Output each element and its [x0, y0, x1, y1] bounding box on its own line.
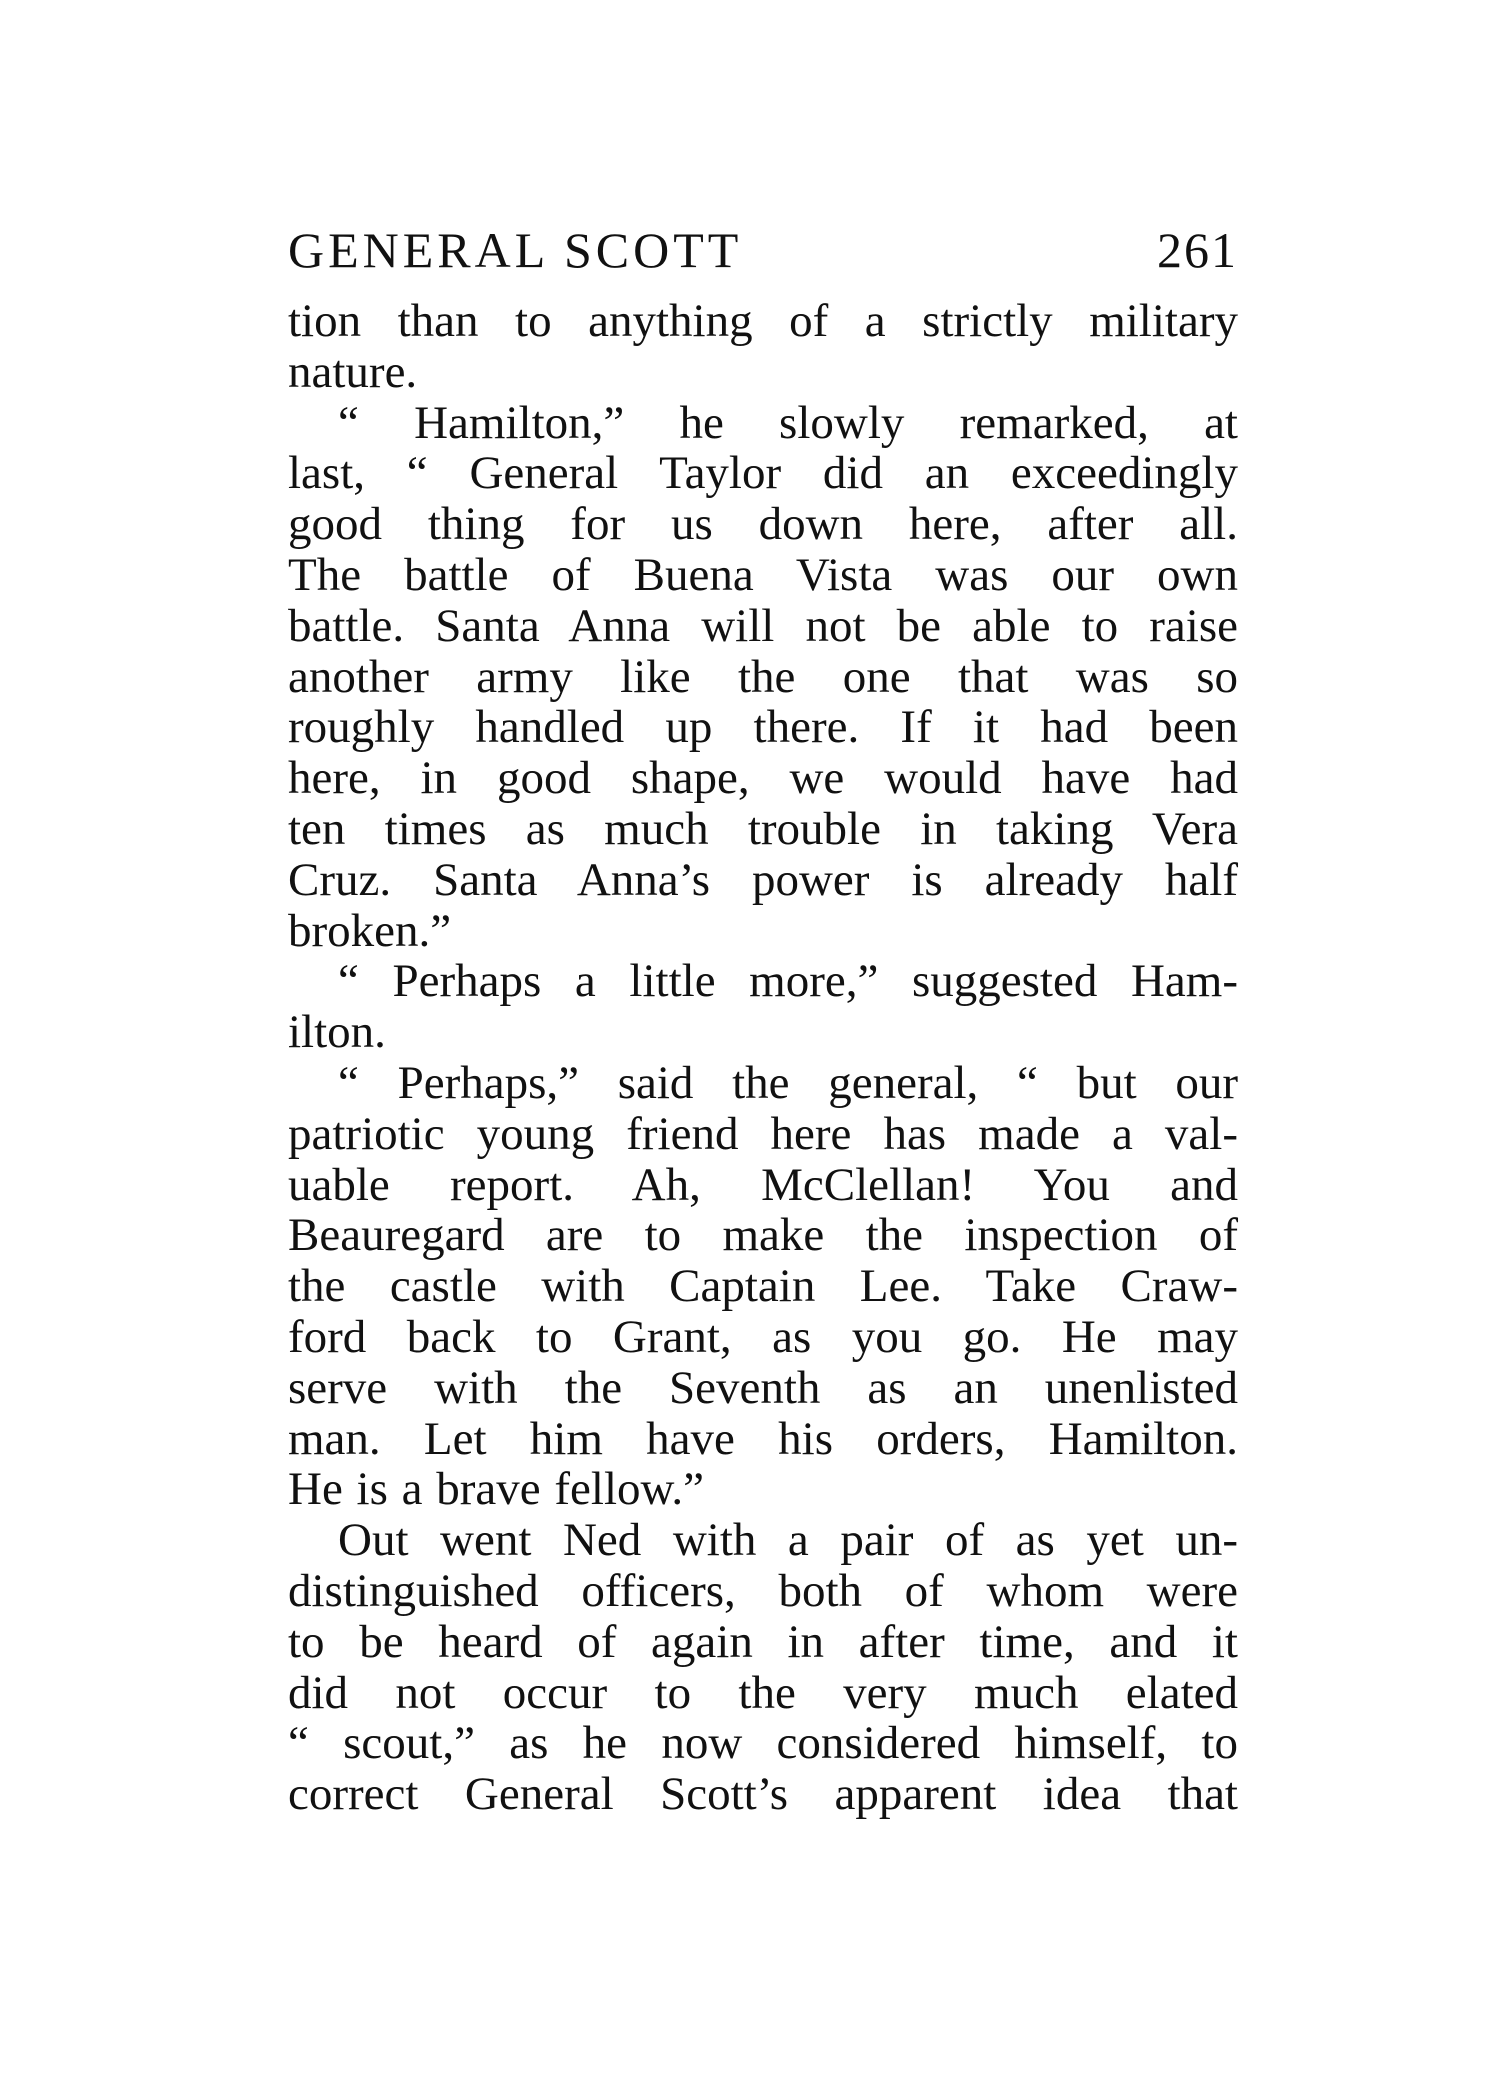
text-line: Cruz. Santa Anna’s power is already half	[288, 853, 1238, 906]
text-line: Beauregard are to make the inspection of	[288, 1209, 1238, 1262]
text-line: the castle with Captain Lee. Take Craw-	[288, 1260, 1238, 1313]
text-line: “ scout,” as he now considered himself, to	[288, 1717, 1238, 1770]
text-line: “ Perhaps a little more,” suggested Ham-	[338, 955, 1238, 1008]
text-line: ford back to Grant, as you go. He may	[288, 1310, 1238, 1363]
text-line: man. Let him have his orders, Hamilton.	[288, 1412, 1238, 1465]
text-line: nature.	[288, 345, 418, 398]
text-line: another army like the one that was so	[288, 650, 1238, 703]
text-line: “ Perhaps,” said the general, “ but our	[338, 1056, 1238, 1109]
text-line: tion than to anything of a strictly military	[288, 295, 1238, 347]
page-number: 261	[1157, 222, 1238, 278]
text-line: battle. Santa Anna will not be able to raise	[288, 599, 1238, 652]
text-line: uable report. Ah, McClellan! You and	[288, 1158, 1238, 1211]
text-line: ilton.	[288, 1006, 386, 1059]
text-line: last, “ General Taylor did an exceedingly	[288, 447, 1238, 500]
text-line: did not occur to the very much elated	[288, 1666, 1238, 1719]
text-line: here, in good shape, we would have had	[288, 752, 1238, 805]
text-line: good thing for us down here, after all.	[288, 498, 1238, 551]
text-line: He is a brave fellow.”	[288, 1463, 705, 1516]
text-line: ten times as much trouble in taking Vera	[288, 802, 1238, 855]
text-line: serve with the Seventh as an unenlisted	[288, 1361, 1238, 1414]
text-line: distinguished officers, both of whom were	[288, 1564, 1238, 1617]
text-line: correct General Scott’s apparent idea that	[288, 1768, 1238, 1821]
running-head	[288, 218, 1238, 282]
text-line: The battle of Buena Vista was our own	[288, 548, 1238, 601]
running-title: GENERAL SCOTT	[288, 222, 743, 278]
text-line: patriotic young friend here has made a val-	[288, 1107, 1238, 1160]
body-text	[288, 296, 1238, 1820]
text-line: “ Hamilton,” he slowly remarked, at	[338, 396, 1238, 449]
text-line: roughly handled up there. If it had been	[288, 701, 1238, 754]
text-line: broken.”	[288, 904, 452, 957]
text-line: to be heard of again in after time, and it	[288, 1615, 1238, 1668]
text-line: Out went Ned with a pair of as yet un-	[338, 1514, 1238, 1567]
